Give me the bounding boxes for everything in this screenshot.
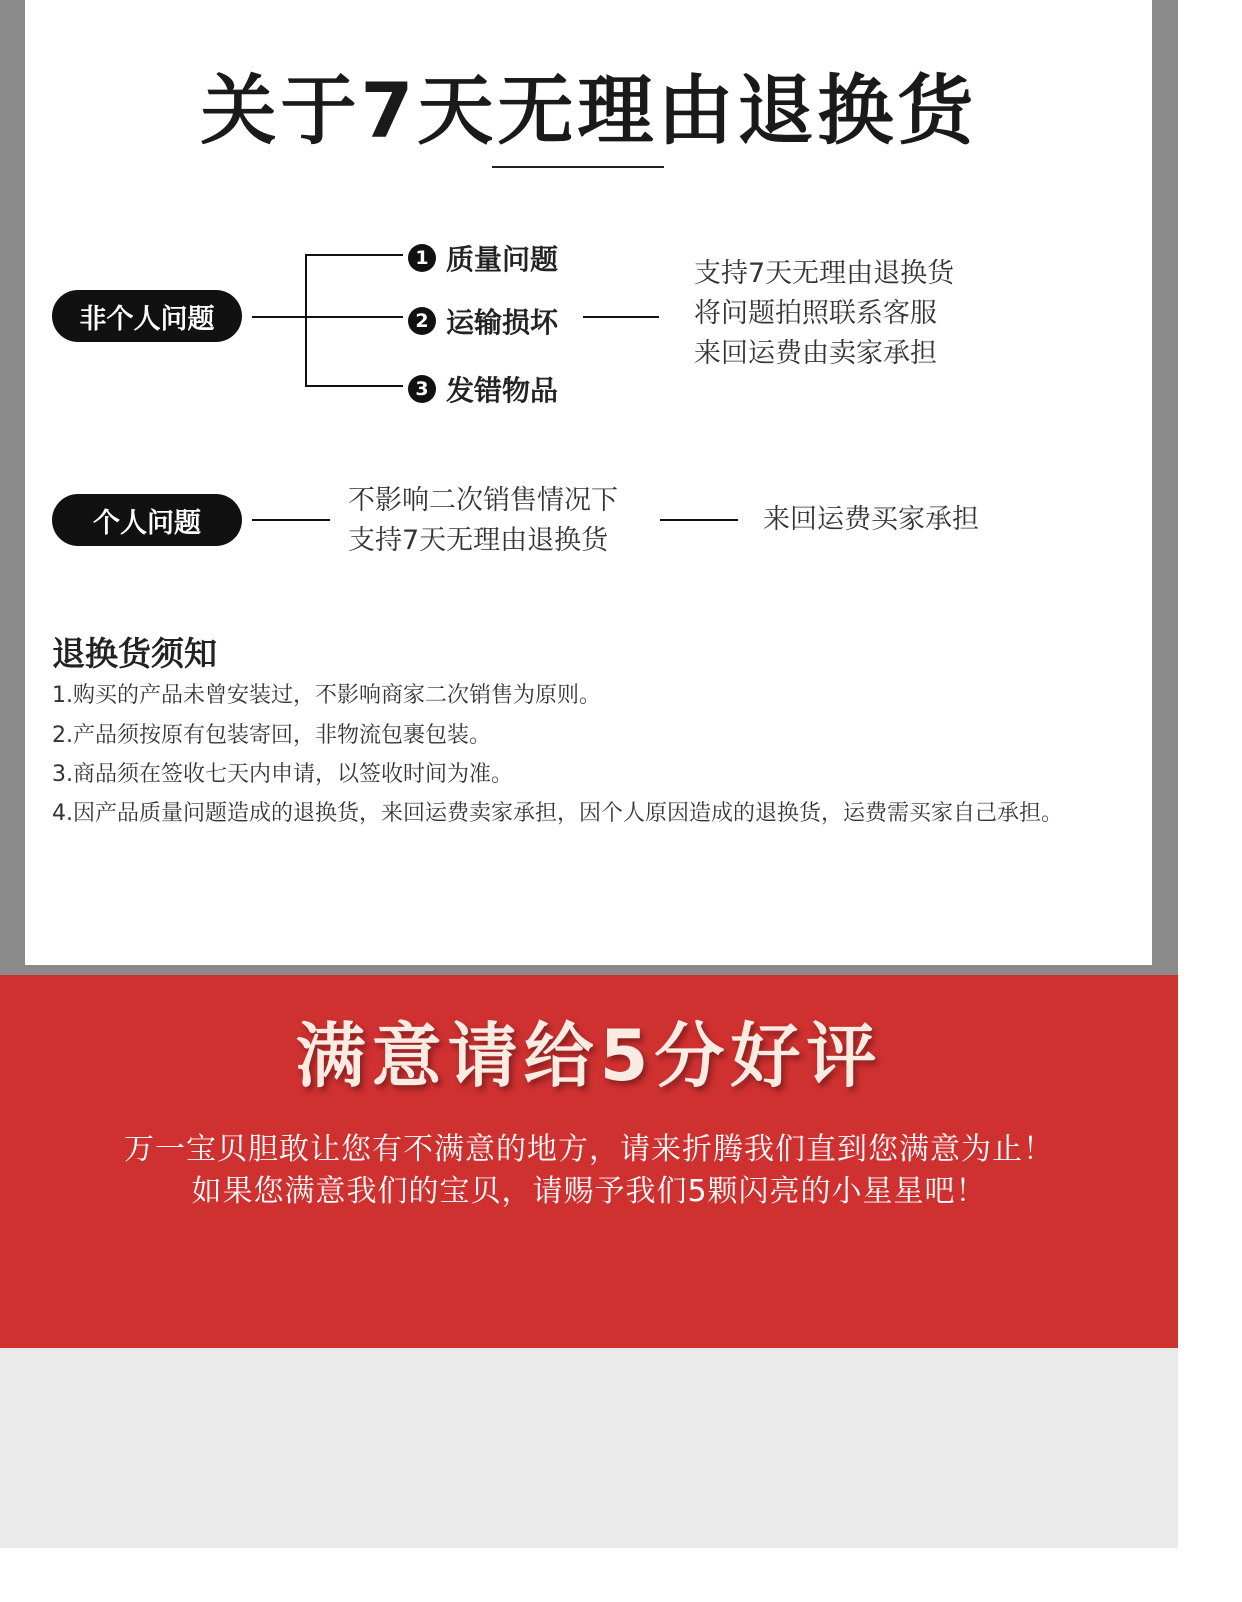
bracket-top: [305, 254, 403, 256]
notice-item: 2.产品须按原有包装寄回，非物流包裹包装。: [52, 723, 491, 748]
notice-heading: 退换货须知: [52, 634, 217, 673]
branch-label: 质量问题: [446, 243, 559, 276]
title-divider: [492, 166, 664, 168]
review-line: 如果您满意我们的宝贝，请赐予我们5颗闪亮的小星星吧！: [191, 1174, 987, 1209]
personal-connector: [252, 519, 330, 521]
number-1-icon: 1: [408, 244, 436, 272]
bracket-bottom: [305, 385, 403, 387]
frame-bottom: [0, 965, 1178, 975]
bottom-spacer: [0, 1348, 1178, 1548]
notice-item: 3.商品须在签收七天内申请，以签收时间为准。: [52, 762, 513, 787]
page-title: 关于7天无理由退换货: [200, 66, 978, 155]
non-personal-badge: 非个人问题: [52, 290, 242, 342]
personal-badge: 个人问题: [52, 494, 242, 546]
notice-item: 1.购买的产品未曾安装过，不影响商家二次销售为原则。: [52, 683, 601, 708]
personal-condition-line: 不影响二次销售情况下: [348, 485, 618, 516]
number-2-icon: 2: [408, 307, 436, 335]
personal-result: 来回运费买家承担: [763, 504, 979, 535]
notice-item: 4.因产品质量问题造成的退换货，来回运费卖家承担，因个人原因造成的退换货，运费需买家自己承担。: [52, 801, 1063, 826]
branch-label: 运输损坏: [446, 306, 559, 339]
connector-line: [252, 316, 305, 318]
review-title: 满意请给5分好评: [295, 1015, 883, 1097]
non-personal-result-line: 将问题拍照联系客服: [694, 298, 937, 329]
personal-condition-line: 支持7天无理由退换货: [348, 525, 609, 556]
non-personal-result-line: 来回运费由卖家承担: [694, 338, 937, 369]
bracket-middle: [305, 316, 403, 318]
personal-result-connector: [660, 519, 738, 521]
bracket-vertical: [305, 254, 307, 386]
number-3-icon: 3: [408, 375, 436, 403]
non-personal-result-line: 支持7天无理由退换货: [694, 258, 955, 289]
branch-quality: [408, 238, 558, 278]
result-connector: [583, 316, 659, 318]
branch-transport: [408, 301, 558, 341]
branch-label: 发错物品: [446, 374, 559, 407]
branch-wrong-item: [408, 369, 558, 409]
review-line: 万一宝贝胆敢让您有不满意的地方，请来折腾我们直到您满意为止！: [124, 1132, 1054, 1167]
